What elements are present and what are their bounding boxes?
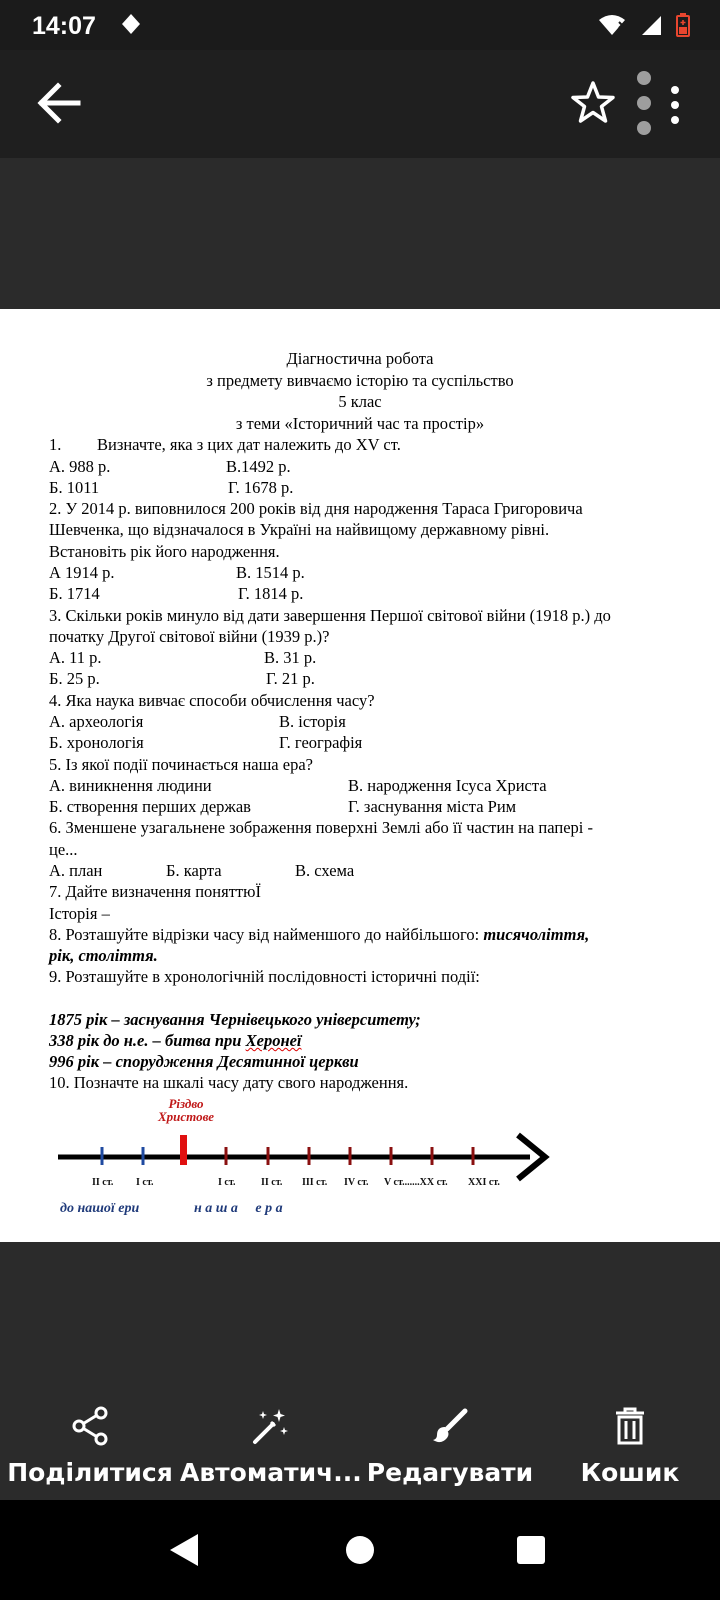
q4-option-v: В. історія <box>279 712 346 731</box>
q10-line1: 10. Позначте на шкалі часу дату свого народження. <box>49 1073 409 1092</box>
q6-option-v: В. схема <box>295 861 355 880</box>
magic-wand-icon <box>249 1405 291 1447</box>
q8-units-2: рік, століття. <box>49 946 158 965</box>
q2-option-b: Б. 1714 <box>49 584 100 603</box>
timeline-tick-label: V ст.......XX ст. <box>384 1177 448 1188</box>
q2-line1: 2. У 2014 р. виповнилося 200 років від дня народження Тараса Григоровича <box>49 499 583 518</box>
timeline-tick <box>225 1147 228 1165</box>
q6-option-a: А. план <box>49 861 103 880</box>
q6-line1: 6. Зменшене узагальнене зображення поверхні Землі або її частин на папері - <box>49 818 593 837</box>
q5-line1: 5. Із якої події починається наша ера? <box>49 755 313 774</box>
event-3: 996 рік – спорудження Десятинної церкви <box>49 1052 359 1071</box>
q1-option-v: В.1492 р. <box>226 457 291 476</box>
timeline-marker-birth-christ <box>180 1135 187 1165</box>
timeline-ad-label: н а ш а е р а <box>194 1201 283 1216</box>
back-arrow-icon[interactable] <box>34 78 84 128</box>
nav-back-icon[interactable] <box>168 1532 202 1568</box>
q3-option-a: А. 11 р. <box>49 648 102 667</box>
timeline-tick <box>142 1147 145 1165</box>
document-photo[interactable] <box>0 309 720 1242</box>
battery-icon <box>676 13 690 37</box>
share-label: Поділитися <box>7 1458 173 1487</box>
q6-line2: це... <box>49 840 78 859</box>
timeline-tick-label: I ст. <box>136 1177 154 1188</box>
timeline-marker-label-1: Різдво <box>168 1096 204 1111</box>
q8-prompt: 8. Розташуйте відрізки часу від найменшого до найбільшого: <box>49 925 480 944</box>
notification-icon <box>120 12 142 36</box>
wifi-icon <box>598 14 626 36</box>
timeline-tick-label: III ст. <box>302 1177 328 1188</box>
event-2-text: 338 рік до н.е. – битва при <box>49 1031 242 1050</box>
q2-line3: Встановіть рік його народження. <box>49 542 280 561</box>
page-indicator-icon <box>634 70 654 136</box>
q3-option-g: Г. 21 р. <box>266 669 315 688</box>
q3-line2: початку Другої світової війни (1939 р.)? <box>49 627 330 646</box>
nav-recents-icon[interactable] <box>516 1535 546 1565</box>
nav-home-icon[interactable] <box>345 1535 375 1565</box>
q9-line1: 9. Розташуйте в хронологічній послідовності історичні події: <box>49 967 480 986</box>
more-options-icon[interactable] <box>665 80 685 130</box>
timeline-bc-label: до нашої ери <box>60 1201 140 1216</box>
timeline-tick <box>349 1147 352 1165</box>
doc-subject: з предмету вивчаємо історію та суспільство <box>206 371 514 390</box>
auto-enhance-label: Автоматич... <box>180 1458 362 1487</box>
system-navigation-bar <box>0 1500 720 1600</box>
timeline-tick <box>472 1147 475 1165</box>
edit-button[interactable] <box>360 1378 540 1498</box>
timeline-tick <box>431 1147 434 1165</box>
event-2-place: Херонеї <box>245 1031 302 1050</box>
bottom-toolbar <box>0 1378 720 1500</box>
doc-grade: 5 клас <box>338 392 382 411</box>
q6-option-b: Б. карта <box>166 861 222 880</box>
brush-icon <box>429 1405 471 1447</box>
timeline-tick-label: XXI ст. <box>468 1177 500 1188</box>
q1-option-g: Г. 1678 р. <box>228 478 294 497</box>
timeline-tick-label: I ст. <box>218 1177 236 1188</box>
q5-option-a: А. виникнення людини <box>49 776 212 795</box>
app-bar <box>0 50 720 158</box>
share-button[interactable] <box>0 1378 180 1498</box>
q2-line2: Шевченка, що відзначалося в Україні на найвищому державному рівні. <box>49 520 550 539</box>
timeline-tick <box>308 1147 311 1165</box>
q4-line1: 4. Яка наука вивчає способи обчислення часу? <box>49 691 375 710</box>
q1-option-a: А. 988 р. <box>49 457 111 476</box>
trash-button[interactable] <box>540 1378 720 1498</box>
q1-text: Визначте, яка з цих дат належить до XV ст. <box>97 435 401 454</box>
q2-option-a: А 1914 р. <box>49 563 115 582</box>
timeline-tick <box>267 1147 270 1165</box>
q8-units-1: тисячоліття, <box>483 925 590 944</box>
q7-line2: Історія – <box>49 904 110 923</box>
timeline-tick-label: II ст. <box>92 1177 114 1188</box>
doc-title: Діагностична робота <box>286 349 434 368</box>
doc-topic: з теми «Історичний час та простір» <box>235 414 485 433</box>
q5-option-v: В. народження Ісуса Христа <box>348 776 547 795</box>
status-bar <box>0 0 720 50</box>
timeline-tick <box>101 1147 104 1165</box>
favorite-star-icon[interactable] <box>568 78 618 128</box>
q7-line1: 7. Дайте визначення поняттюЇ <box>49 882 261 901</box>
q8-line1 <box>49 924 589 945</box>
share-icon <box>69 1405 111 1447</box>
timeline-tick-label: II ст. <box>261 1177 283 1188</box>
timeline-tick <box>390 1147 393 1165</box>
q4-option-a: А. археологія <box>49 712 144 731</box>
q3-option-v: В. 31 р. <box>264 648 317 667</box>
q4-option-g: Г. географія <box>279 733 363 752</box>
q5-option-g: Г. заснування міста Рим <box>348 797 517 816</box>
q2-option-v: В. 1514 р. <box>236 563 305 582</box>
q1-option-b: Б. 1011 <box>49 478 100 497</box>
q3-line1: 3. Скільки років минуло від дати завершення Першої світової війни (1918 р.) до <box>49 606 611 625</box>
q1-number: 1. <box>49 435 62 454</box>
auto-enhance-button[interactable] <box>180 1378 360 1498</box>
q3-option-b: Б. 25 р. <box>49 669 100 688</box>
signal-icon <box>640 14 662 36</box>
status-time: 14:07 <box>32 12 96 40</box>
q2-option-g: Г. 1814 р. <box>238 584 304 603</box>
trash-icon <box>609 1405 651 1447</box>
event-1: 1875 рік – заснування Чернівецького університету; <box>49 1010 421 1029</box>
timeline-marker-label-2: Христове <box>157 1109 215 1124</box>
trash-label: Кошик <box>580 1458 680 1487</box>
timeline <box>0 1089 720 1239</box>
q5-option-b: Б. створення перших держав <box>49 797 251 816</box>
timeline-tick-label: IV ст. <box>344 1177 369 1188</box>
event-2 <box>49 1030 302 1051</box>
edit-label: Редагувати <box>366 1458 534 1487</box>
q4-option-b: Б. хронологія <box>49 733 144 752</box>
